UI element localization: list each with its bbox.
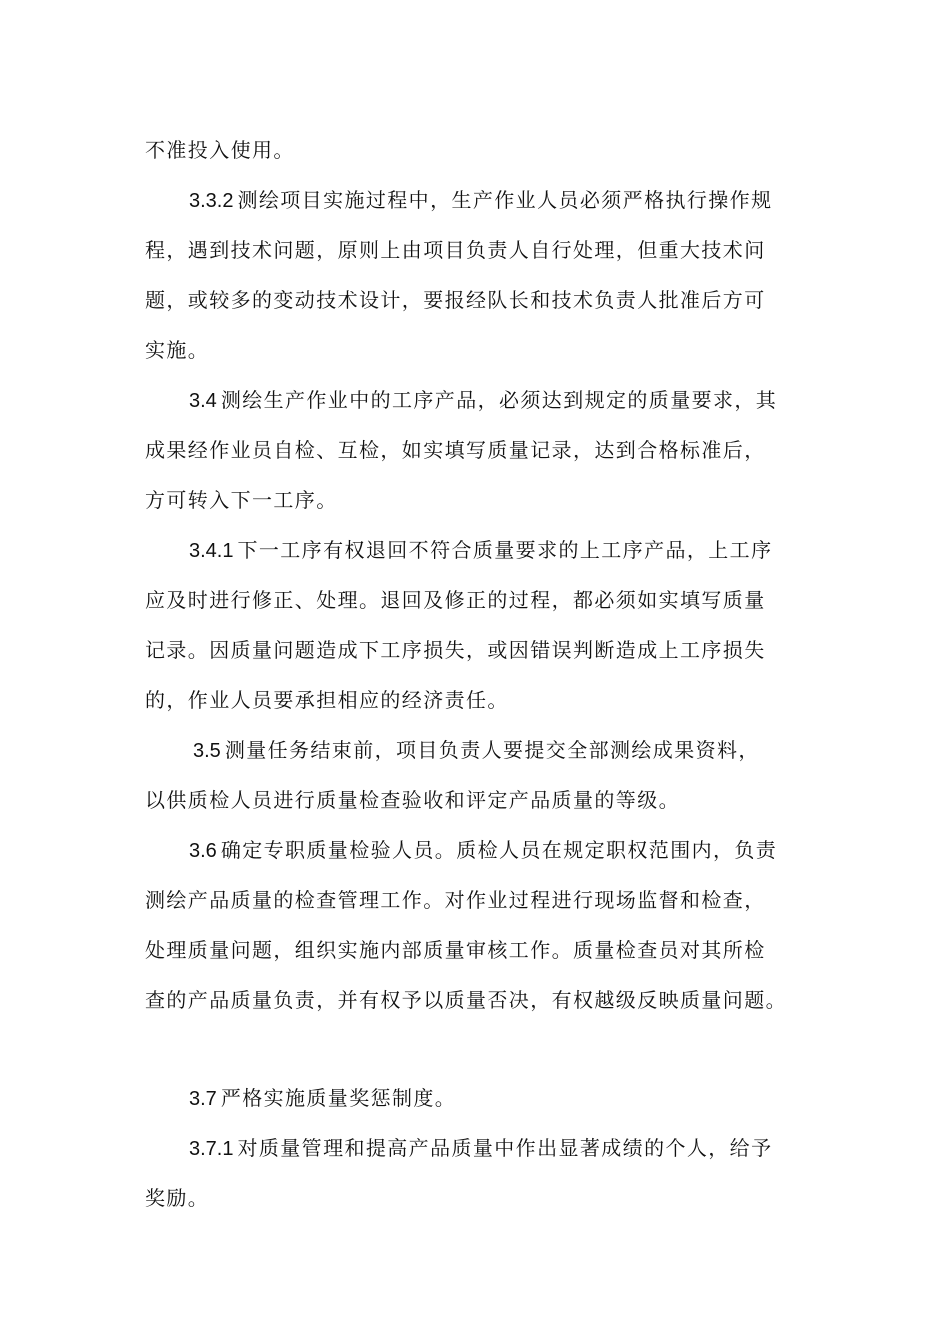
line-text: 的，作业人员要承担相应的经济责任。 <box>145 688 509 712</box>
text-line-12 <box>145 687 509 713</box>
text-line-6 <box>189 387 777 414</box>
text-line-10 <box>145 587 766 613</box>
line-text: 对质量管理和提高产品质量中作出显著成绩的个人，给予 <box>237 1136 773 1160</box>
line-text: 应及时进行修正、处理。退回及修正的过程，都必须如实填写质量 <box>145 588 766 612</box>
text-line-8 <box>145 487 338 513</box>
text-line-7 <box>145 437 766 463</box>
section-number: 3.7 <box>189 1088 217 1110</box>
line-text: 记录。因质量问题造成下工序损失，或因错误判断造成上工序损失 <box>145 638 766 662</box>
line-text: 程，遇到技术问题，原则上由项目负责人自行处理，但重大技术问 <box>145 238 766 262</box>
line-text: 确定专职质量检验人员。质检人员在规定职权范围内，负责 <box>220 838 778 862</box>
line-text: 测绘产品质量的检查管理工作。对作业过程进行现场监督和检查， <box>145 888 766 912</box>
section-number: 3.5 <box>193 740 221 762</box>
line-text: 实施。 <box>145 338 210 362</box>
text-line-4 <box>145 287 766 313</box>
line-text: 处理质量问题，组织实施内部质量审核工作。质量检查员对其所检 <box>145 938 766 962</box>
section-number: 3.6 <box>189 840 217 862</box>
line-text: 方可转入下一工序。 <box>145 488 338 512</box>
text-line-9 <box>189 537 772 564</box>
line-text: 测绘项目实施过程中，生产作业人员必须严格执行操作规 <box>237 188 773 212</box>
text-line-17 <box>145 937 766 963</box>
text-line-20 <box>189 1135 772 1162</box>
section-number: 3.7.1 <box>189 1138 234 1160</box>
text-line-13 <box>193 737 760 764</box>
section-number: 3.4.1 <box>189 540 234 562</box>
text-line-1 <box>145 137 295 163</box>
text-line-14 <box>145 787 680 813</box>
line-text: 奖励。 <box>145 1186 210 1210</box>
line-text: 不准投入使用。 <box>145 138 295 162</box>
line-text: 成果经作业员自检、互检，如实填写质量记录，达到合格标准后， <box>145 438 766 462</box>
section-number: 3.3.2 <box>189 190 234 212</box>
line-text: 查的产品质量负责，并有权予以质量否决，有权越级反映质量问题。 <box>145 988 787 1012</box>
line-text: 严格实施质量奖惩制度。 <box>220 1086 457 1110</box>
text-line-3 <box>145 237 766 263</box>
text-line-15 <box>189 837 777 864</box>
text-line-18 <box>145 987 787 1013</box>
section-number: 3.4 <box>189 390 217 412</box>
line-text: 测绘生产作业中的工序产品，必须达到规定的质量要求，其 <box>220 388 778 412</box>
text-line-11 <box>145 637 766 663</box>
line-text: 下一工序有权退回不符合质量要求的上工序产品，上工序 <box>237 538 773 562</box>
line-text: 题，或较多的变动技术设计，要报经队长和技术负责人批准后方可 <box>145 288 766 312</box>
line-text: 以供质检人员进行质量检查验收和评定产品质量的等级。 <box>145 788 680 812</box>
text-line-19 <box>189 1085 456 1112</box>
text-line-2 <box>189 187 772 214</box>
line-text: 测量任务结束前，项目负责人要提交全部测绘成果资料， <box>224 738 760 762</box>
text-line-16 <box>145 887 766 913</box>
text-line-21 <box>145 1185 209 1211</box>
text-line-5 <box>145 337 209 363</box>
